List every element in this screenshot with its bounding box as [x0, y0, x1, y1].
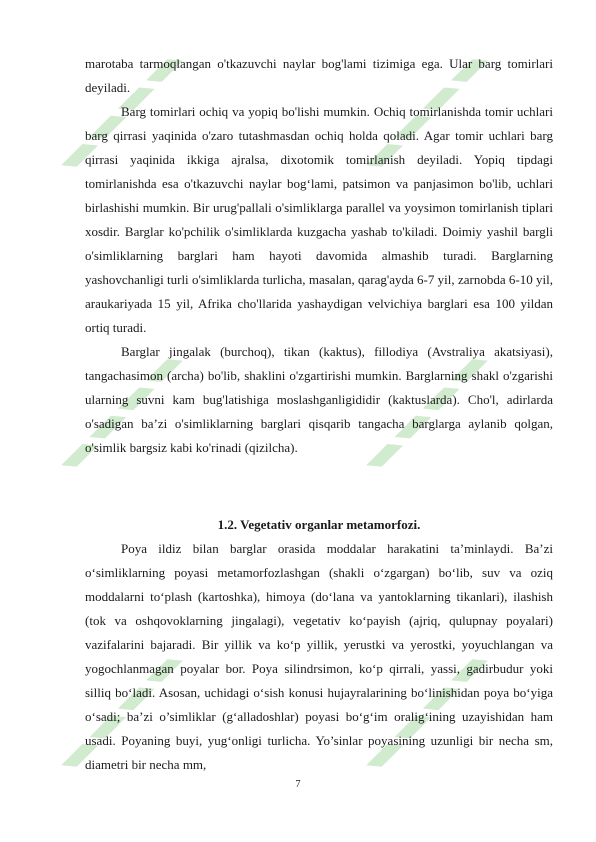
- section1-body: [85, 52, 553, 460]
- paragraph-stem-metamorphosis: Poya ildiz bilan barglar orasida moddalar harakatini ta’minlaydi. Ba’zi o‘simliklarning poyasi metamorfozlashgan (shakli o‘zgargan) bo‘lib, suv va oziq moddalarni to‘plash (kartoshka), himoya (do‘lana va yantoklarning tikanlari), ilashish (tok va oshqovoklarning jingalagi), vegetativ ko‘payish (ajriq, qulupnay poyalari) vazifalarini bajaradi. Bir yillik va ko‘p yillik, yerustki va yerostki, yoyuchlangan va yogochlanmagan poyalar bor. Poya silindrsimon, ko‘p qirrali, yassi, gadirbudur yoki silliq bo‘ladi. Asosan, uchidagi o‘sish konusi hujayralarining bo‘linishidan poya bo‘yiga o‘sadi; ba’zi o’simliklar (g‘alladoshlar) poyasi bo‘g‘im oralig‘ining uzayishidan ham usadi. Poyaning buyi, yug‘onligi turlicha. Yo’sinlar poyasining uzunligi bir necha sm, diametri bir necha mm,: [85, 541, 553, 772]
- paragraph-continuation: marotaba tarmoqlangan o'tkazuvchi naylar bog'lami tizimiga ega. Ular barg tomirlari deyiladi.: [85, 56, 553, 95]
- page-number: 7: [295, 779, 301, 790]
- section-heading: 1.2. Vegetativ organlar metamorfozi.: [217, 517, 421, 532]
- paragraph-leaf-modifications: Barglar jingalak (burchoq), tikan (kaktus), fillodiya (Avstraliya akatsiyasi), tangachasimon (archa) bo'lib, shaklini o'zgartirishi mumkin. Barglarning shakl o'zgarishi ularning suvni kam bug'latishiga moslashganligididir (kaktuslarda). Cho'l, adirlarda o'sadigan ba’zi o'simliklarning barglari qisqarib tangacha barglarga aylanib qolgan, o'simlik bargsiz kabi ko'rinadi (qizilcha).: [85, 344, 553, 455]
- section2-body: [85, 537, 553, 777]
- paragraph-leaf-venation: Barg tomirlari ochiq va yopiq bo'lishi mumkin. Ochiq tomirlanishda tomir uchlari barg qirrasi yaqinida o'zaro tutashmasdan ochiq holda qoladi. Agar tomir uchlari barg qirrasi yaqinida ikkiga ajralsa, dixotomik tomirlanish deyiladi. Yopiq tipdagi tomirlanishda esa o'tkazuvchi naylar bog‘lami, patsimon va panjasimon bo'lib, uchlari birlashishi mumkin. Bir urug'pallali o'simliklarga parallel va yoysimon tomirlanish tiplari xosdir. Barglar ko'pchilik o'simliklarda kuzgacha yashab to'kiladi. Doimiy yashil bargli o'simliklarning barglari ham hayoti davomida almashib turadi. Barglarning yashovchanligi turli o'simliklarda turlicha, masalan, qarag'ayda 6-7 yil, zarnobda 6-10 yil, araukariyada 15 yil, Afrika cho'llarida yashaydigan velvichiya barglari esa 100 yildan ortiq turadi.: [85, 104, 553, 335]
